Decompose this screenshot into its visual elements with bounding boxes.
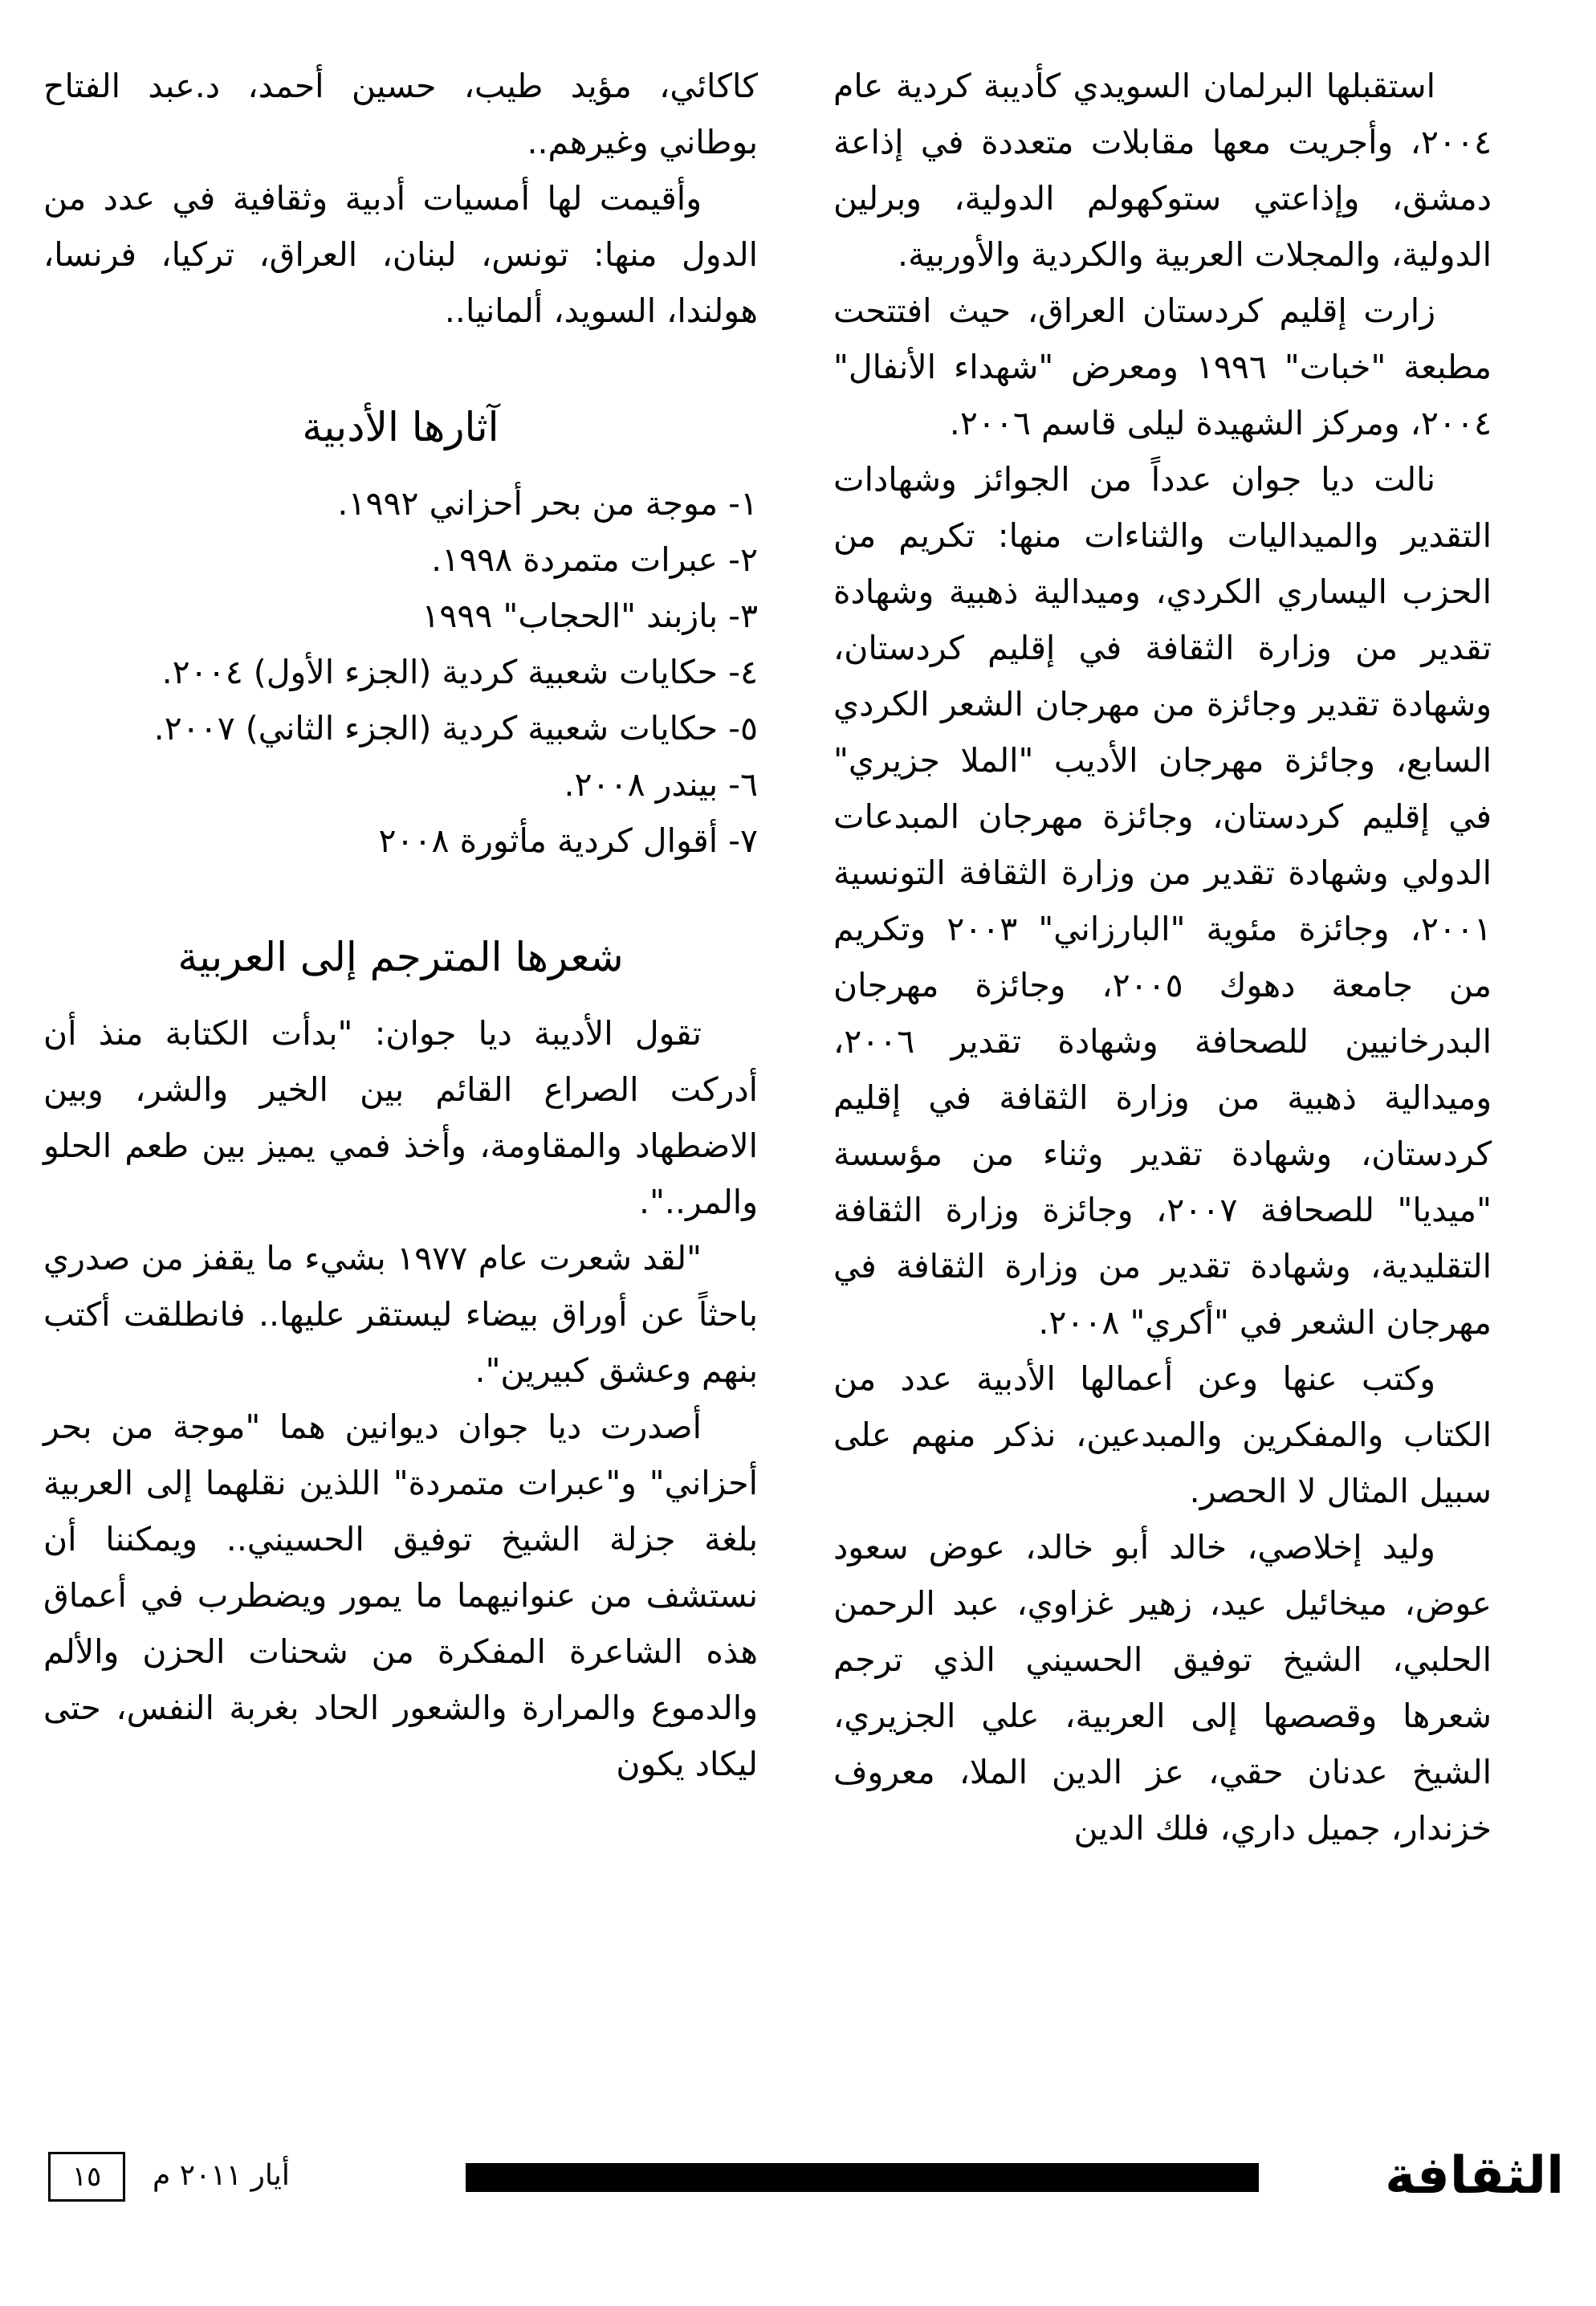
work-item: ٦- بيندر ٢٠٠٨. <box>564 765 758 804</box>
paragraph-diwans: أصدرت ديا جوان ديوانين هما "موجة من بحر أحزاني" و"عبرات متمردة" اللذين نقلهما إلى العربية بلغة جزلة الشيخ توفيق الحسيني.. ويمكننا أن نستشف من عنوانيهما ما يمور ويضطرب في أعماق هذه الشاعرة المفكرة من شحنات الحزن والألم والدموع والمرارة والشعور الحاد بغربة النفس، حتى ليكاد يكون <box>43 1408 758 1783</box>
work-item: ١- موجة من بحر أحزاني ١٩٩٢. <box>337 484 758 523</box>
work-item: ٤- حكايات شعبية كردية (الجزء الأول) ٢٠٠٤. <box>161 653 758 691</box>
paragraph-quote-2: "لقد شعرت عام ١٩٧٧ بشيء ما يقفز من صدري باحثاً عن أوراق بيضاء ليستقر عليها.. فانطلقت أكتب بنهم وعشق كبيرين". <box>43 1239 758 1390</box>
paragraph-writers-intro: وكتب عنها وعن أعمالها الأدبية عدد من الكتاب والمفكرين والمبدعين، نذكر منهم على سبيل المثال لا الحصر. <box>833 1359 1492 1510</box>
paragraph-awards: نالت ديا جوان عدداً من الجوائز وشهادات التقدير والميداليات والثناءات منها: تكريم من الحزب اليساري الكردي، وميدالية ذهبية وشهادة تقدير من وزارة الثقافة في إقليم كردستان، وشهادة تقدير وجائزة من مهرجان الشعر الكردي السابع، وجائزة مهرجان الأديب "الملا جزيري" في إقليم كردستان، وجائزة مهرجان المبدعات الدولي وشهادة تقدير من وزارة الثقافة التونسية ٢٠٠١، وجائزة مئوية "البارزاني" ٢٠٠٣ وتكريم من جامعة دهوك ٢٠٠٥، وجائزة مهرجان البدرخانيين للصحافة وشهادة تقدير ٢٠٠٦، وميدالية ذهبية من وزارة الثقافة في إقليم كردستان، وشهادة تقدير وثناء من مؤسسة "ميديا" للصحافة ٢٠٠٧، وجائزة وزارة الثقافة التقليدية، وشهادة تقدير من وزارة الثقافة في مهرجان الشعر في "أكري" ٢٠٠٨. <box>833 460 1492 1342</box>
left-column <box>43 58 758 1792</box>
paragraph-evenings: وأقيمت لها أمسيات أدبية وثقافية في عدد من الدول منها: تونس، لبنان، العراق، تركيا، فرنسا، هولندا، السويد، ألمانيا.. <box>43 179 758 330</box>
footer-rule <box>466 2163 1259 2192</box>
work-item: ٥- حكايات شعبية كردية (الجزء الثاني) ٢٠٠٧. <box>153 709 758 748</box>
works-heading: آثارها الأدبية <box>302 404 499 450</box>
poetry-heading: شعرها المترجم إلى العربية <box>177 934 624 980</box>
paragraph-swedish-parliament: استقبلها البرلمان السويدي كأديبة كردية عام ٢٠٠٤، وأجريت معها مقابلات متعددة في إذاعة دمشق، وإذاعتي ستوكهولم الدولية، وبرلين الدولية، والمجلات العربية والكردية والأوربية. <box>833 67 1492 274</box>
paragraph-writers-list: وليد إخلاصي، خالد أبو خالد، عوض سعود عوض، ميخائيل عيد، زهير غزاوي، عبد الرحمن الحلبي، الشيخ توفيق الحسيني الذي ترجم شعرها وقصصها إلى العربية، علي الجزيري، الشيخ عدنان حقي، عز الدين الملا، معروف خزندار، جميل داري، فلك الدين <box>833 1528 1492 1848</box>
work-item: ٣- بازبند "الحجاب" ١٩٩٩ <box>421 597 758 635</box>
work-item: ٢- عبرات متمردة ١٩٩٨. <box>431 540 758 579</box>
page-number: ١٥ <box>48 2152 125 2202</box>
issue-date: أيار ٢٠١١ م <box>153 2159 290 2192</box>
page-footer <box>32 2144 1564 2208</box>
paragraph-quote-1: تقول الأديبة ديا جوان: "بدأت الكتابة منذ أن أدركت الصراع القائم بين الخير والشر، وبين الاضطهاد والمقاومة، وأخذ فمي يميز بين طعم الحلو والمر..". <box>43 1014 758 1221</box>
paragraph-kurdistan-visit: زارت إقليم كردستان العراق، حيث افتتحت مطبعة "خبات" ١٩٩٦ ومعرض "شهداء الأنفال" ٢٠٠٤، ومركز الشهيدة ليلى قاسم ٢٠٠٦. <box>833 291 1492 442</box>
paragraph-writers-continued: كاكائي، مؤيد طيب، حسين أحمد، د.عبد الفتاح بوطاني وغيرهم.. <box>43 67 758 161</box>
work-item: ٧- أقوال كردية مأثورة ٢٠٠٨ <box>378 821 758 860</box>
works-list <box>43 475 758 869</box>
magazine-logo: الثقافة <box>1385 2146 1564 2206</box>
right-column <box>833 58 1492 1856</box>
